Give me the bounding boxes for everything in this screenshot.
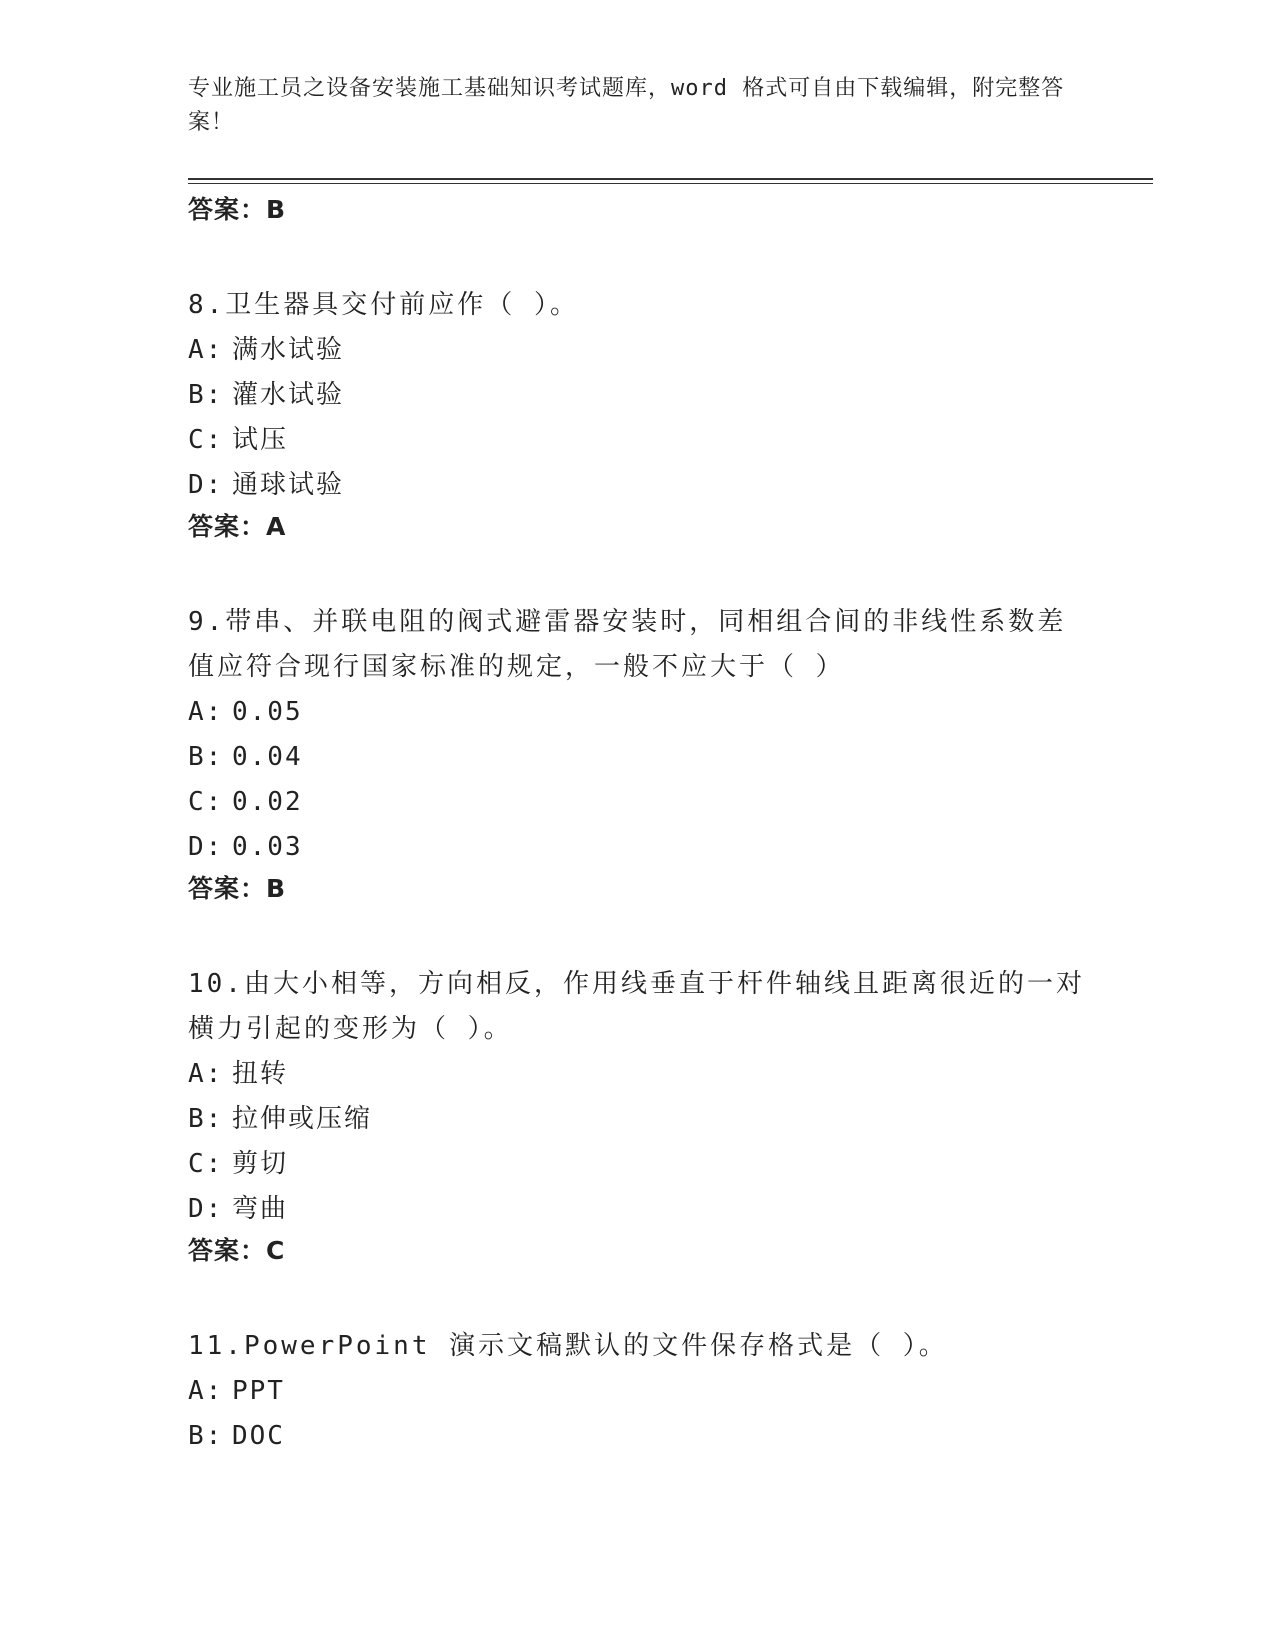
question-stem: 9.带串、并联电阻的阀式避雷器安装时，同相组合间的非线性系数差值应符合现行国家标准的规定，一般不应大于（ ） [188, 607, 1067, 682]
option-text: 灌水试验 [232, 380, 345, 410]
option-d [188, 463, 1088, 508]
option-text: 试压 [232, 425, 289, 455]
answer-line: 答案：C [188, 1236, 286, 1265]
option-key: B: [188, 742, 224, 772]
option-text: 弯曲 [232, 1194, 289, 1224]
option-key: B: [188, 1421, 224, 1451]
option-key: B: [188, 380, 224, 410]
option-key: B: [188, 1104, 224, 1134]
answer-line: 答案：B [188, 195, 287, 224]
option-key: D: [188, 1194, 224, 1224]
option-key: C: [188, 425, 224, 455]
option-key: D: [188, 470, 224, 500]
option-key: A: [188, 1059, 224, 1089]
option-key: A: [188, 697, 224, 727]
header-divider-thick [188, 178, 1153, 180]
option-text: PPT [232, 1376, 285, 1406]
option-c [188, 418, 1088, 463]
option-c [188, 1142, 1088, 1187]
question-stem: 11.PowerPoint 演示文稿默认的文件保存格式是（ ）。 [188, 1331, 948, 1361]
question-11 [188, 1324, 1088, 1459]
question-9 [188, 600, 1088, 908]
option-c [188, 780, 1088, 825]
option-d [188, 1187, 1088, 1232]
option-d [188, 825, 1088, 870]
option-text: 0.03 [232, 832, 303, 862]
answer-line: 答案：B [188, 874, 287, 903]
option-text: 拉伸或压缩 [232, 1104, 373, 1134]
question-10 [188, 962, 1088, 1270]
option-b [188, 373, 1088, 418]
option-text: 0.04 [232, 742, 303, 772]
option-b [188, 1414, 1088, 1459]
option-key: A: [188, 1376, 224, 1406]
option-text: 剪切 [232, 1149, 289, 1179]
header-divider-thin [188, 183, 1153, 184]
option-a [188, 1369, 1088, 1414]
option-text: 满水试验 [232, 335, 345, 365]
option-text: DOC [232, 1421, 285, 1451]
question-list [188, 191, 1088, 1513]
option-a [188, 690, 1088, 735]
answer-line: 答案：A [188, 512, 287, 541]
option-key: A: [188, 335, 224, 365]
page-header: 专业施工员之设备安装施工基础知识考试题库，word 格式可自由下载编辑，附完整答案！ [188, 76, 1065, 135]
option-key: C: [188, 1149, 224, 1179]
question-stem: 8.卫生器具交付前应作（ ）。 [188, 290, 579, 320]
option-b [188, 1097, 1088, 1142]
option-text: 通球试验 [232, 470, 345, 500]
question-stem: 10.由大小相等，方向相反，作用线垂直于杆件轴线且距离很近的一对横力引起的变形为（ ）。 [188, 969, 1085, 1044]
option-b [188, 735, 1088, 780]
option-key: C: [188, 787, 224, 817]
option-key: D: [188, 832, 224, 862]
option-text: 0.05 [232, 697, 303, 727]
option-a [188, 328, 1088, 373]
option-text: 扭转 [232, 1059, 289, 1089]
question-8 [188, 283, 1088, 546]
option-a [188, 1052, 1088, 1097]
option-text: 0.02 [232, 787, 303, 817]
